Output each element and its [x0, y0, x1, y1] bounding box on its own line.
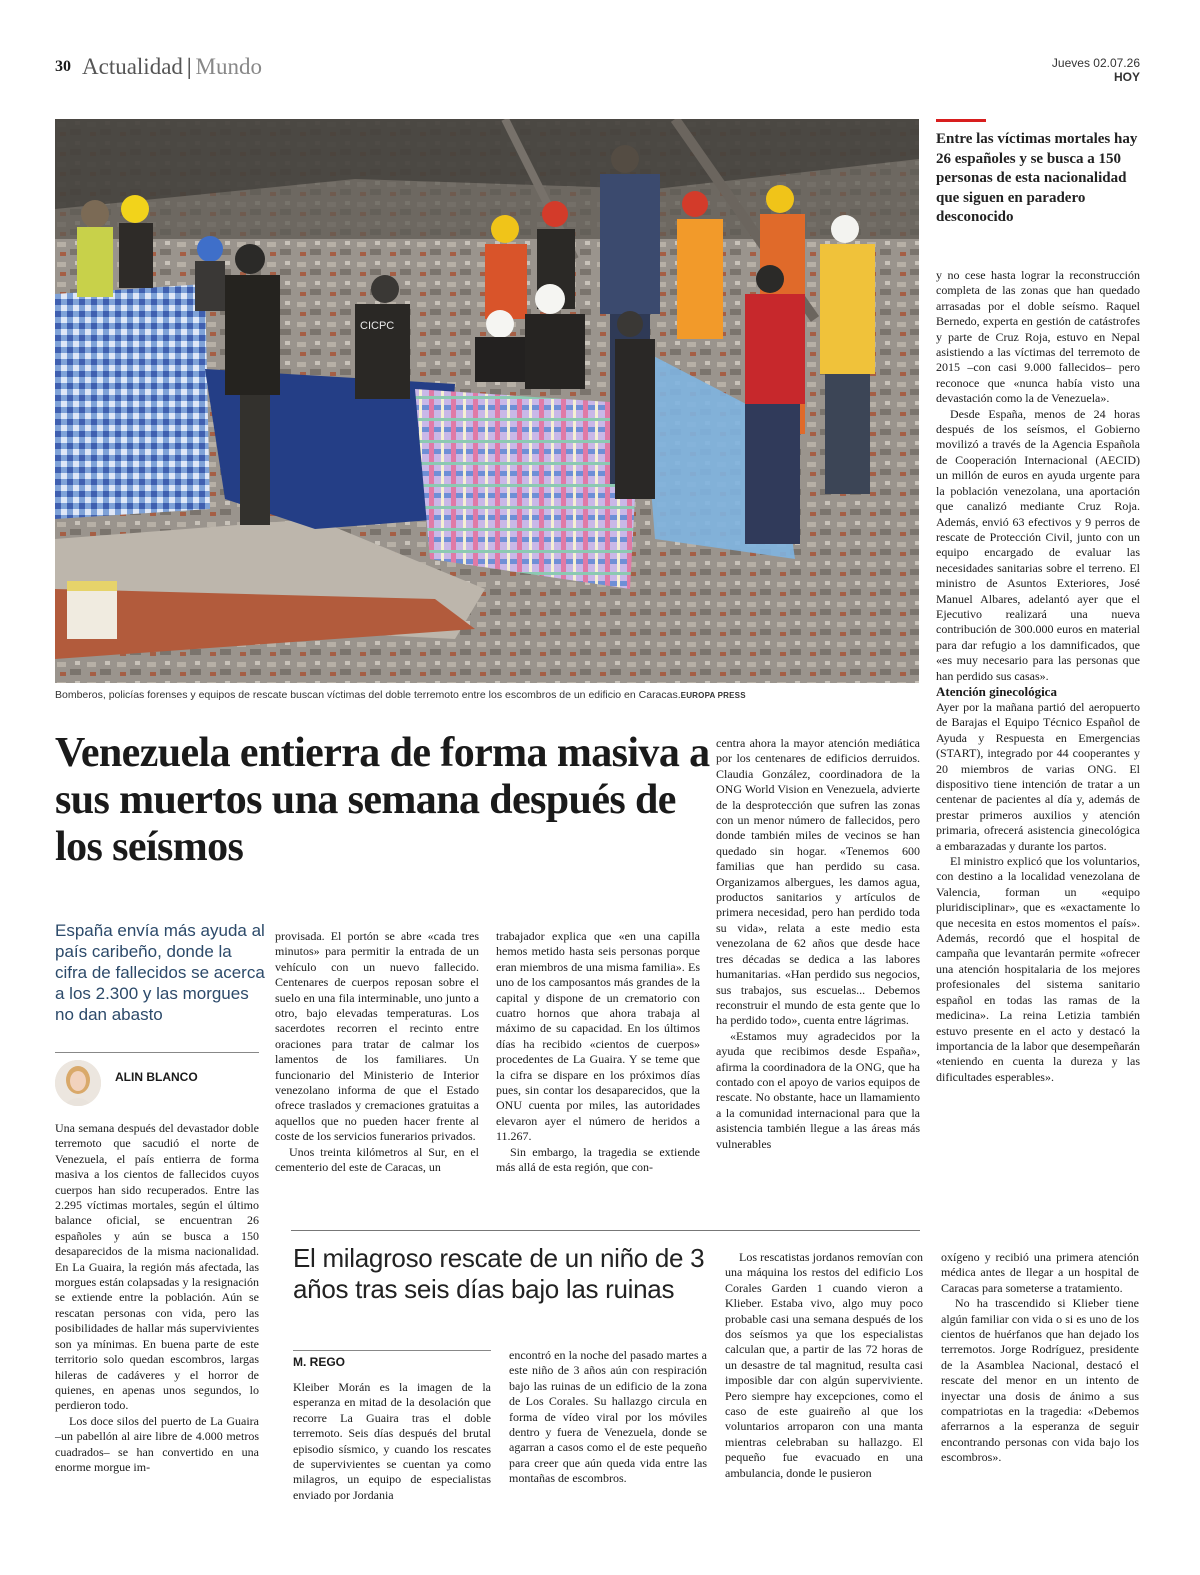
paragraph: Kleiber Morán es la imagen de la esperanza en mitad de la desolación que recorre La Guaira tras el doble terremoto. Seis días después del brutal episodio sísmico, y cuando los rescates de supervivientes se cuentan ya como milagros, un equipo de especialistas enviado por Jordania — [293, 1380, 491, 1502]
paragraph: provisada. El portón se abre «cada tres minutos» para permitir la entrada de un vehículo con un nuevo fallecido. Centenares de cuerpos reposan sobre el suelo en una fila interminable, uno junto a otro, bajo elevadas temperaturas. Los sacerdotes recorren el recinto entre oraciones para tratar de calmar los lamentos de los familiares. Un funcionario del Ministerio de Interior venezolano informa de que el Estado ofrece traslados y cremaciones gratuitas a aquellos que no pueden hacer frente al coste de los servicios funerarios privados. — [275, 929, 479, 1144]
paragraph: Sin embargo, la tragedia se extiende más allá de esta región, que con- — [496, 1144, 700, 1175]
author-name: ALIN BLANCO — [115, 1070, 198, 1084]
section-name: Actualidad — [82, 54, 183, 79]
issue-date-block — [1052, 56, 1140, 84]
paragraph: y no cese hasta lograr la reconstrucción completa de las zonas que han quedado arrasadas por el doble seísmo. Raquel Bernedo, experta en gestión de catástrofes y parte de Cruz Roja, estuvo en Nepal asistiendo a las víctimas del terremoto de 2015 –con casi 9.000 fallecidos– pero reconoce que «nunca había visto una devastación como la de Venezuela». — [936, 268, 1140, 406]
paragraph: No ha trascendido si Klieber tiene algún familiar con vida o si es uno de los cientos de huérfanos que han dejado los terremotos. Jorge Rodríguez, presidente de la Asamblea Nacional, destacó el rescate del menor en un intento de inyectar una dosis de ánimo a sus compatriotas en la tragedia: «Debemos aferrarnos a la esperanza de seguir encontrando personas con vida bajo los escombros». — [941, 1296, 1139, 1465]
author-avatar — [55, 1060, 101, 1106]
box-divider — [291, 1230, 920, 1231]
paragraph: Los doce silos del puerto de La Guaira –un pabellón al aire libre de 4.000 metros cuadrados– se han convertido en una enorme morgue im- — [55, 1413, 259, 1474]
subhead: Atención ginecológica — [936, 683, 1057, 699]
paragraph: centra ahora la mayor atención mediática por los centenares de edificios derruidos. Claudia González, coordinadora de la ONG World Vision en Venezuela, advierte de la desprotección que sufren las zonas con un menor número de fallecidos, pero donde también miles de vecinos se han quedado sin hogar. «Tenemos 600 familias que han perdido su casa. Organizamos albergues, les damos agua, productos sanitarios y artículos de primera necesidad, pero han perdido toda su vida», relata a este medio esta venezolana de 62 años que desde hace tres décadas se dedica a las labores humanitarias. «Han perdido sus negocios, sus trabajos, sus escuelas... Debemos reconstruir el mundo de esta gente que lo ha perdido todo», cuenta entre lágrimas. — [716, 736, 920, 1028]
author-portrait-icon — [55, 1060, 101, 1106]
section-label — [82, 54, 262, 80]
paragraph: Desde España, menos de 24 horas después de los seísmos, el Gobierno movilizó a través de la Agencia Española de Cooperación Internacional (AECID) un millón de euros en ayuda urgente para la población venezolana, una aportación que canalizó mediante Cruz Roja. Además, envió 63 efectivos y 9 perros de rescate de Protección Civil, junto con un equipo encargado de evaluar las necesidades sanitarias sobre el terreno. El ministro de Asuntos Exteriores, José Manuel Albares, adelantó ayer que el Ejecutivo realizará una nueva contribución de 300.000 euros en material para dar refugio a los damnificados, que «es muy necesario para las personas que han perdido sus casas». — [936, 406, 1140, 683]
rubble-scene-illustration — [55, 119, 919, 683]
vest-label: CICPC — [360, 320, 395, 332]
main-column-4 — [716, 736, 920, 1152]
box-column-4 — [941, 1250, 1139, 1466]
box-column-2 — [509, 1348, 707, 1487]
main-column-1 — [55, 1121, 259, 1475]
paragraph: El ministro explicó que los voluntarios, con destino a la localidad venezolana de Valencia, forman un «equipo pluridisciplinar», que es «exactamente lo que necesita en estos momentos el país». Además, recordó que el hospital de campaña que levantarán permite «ofrecer una atención hospitalaria de los mejores profesionales del sistema sanitario español en todas las ramas de la medicina». La reina Letizia también estuvo presente en el acto y destacó la importancia de la labor que desempeñarán «teniendo en cuenta la dureza y las dificultades esperables». — [936, 854, 1140, 1084]
rescue-photo — [55, 119, 919, 683]
caption-text: Bomberos, policías forenses y equipos de rescate buscan víctimas del doble terremoto entre los escombros de un edificio en Caracas. — [55, 689, 681, 701]
main-column-5 — [936, 268, 1140, 1085]
paragraph: oxígeno y recibió una primera atención médica antes de llegar a un hospital de Caracas para someterse a tratamiento. — [941, 1250, 1139, 1295]
accent-rule — [936, 119, 986, 122]
subsection-name: Mundo — [195, 54, 262, 79]
box-byline-divider — [293, 1350, 491, 1351]
main-column-2 — [275, 929, 479, 1176]
box-column-1 — [293, 1380, 491, 1503]
paragraph: trabajador explica que «en una capilla hemos metido hasta seis personas porque eran miembros de una misma familia». Es uno de los camposantos más grandes de la capital y dispone de un crematorio con cuatro hornos que ahora trabaja al máximo de su capacidad. En los últimos días ha recibido «cientos de cuerpos» procedentes de La Guaira. Y se teme que la cifra se dispare en los próximos días pues, sin contar los desaparecidos, que la ONU cuenta por miles, las autoridades elevaron ayer el número de heridos a 11.267. — [496, 929, 700, 1144]
main-deck: España envía más ayuda al país caribeño, donde la cifra de fallecidos se acerca a los 2.300 y las morgues no dan abasto — [55, 921, 265, 1024]
paragraph: encontró en la noche del pasado martes a este niño de 3 años aún con respiración bajo las ruinas de un edificio de la zona de Los Corales. Su hallazgo circula en forma de vídeo viral por los móviles dentro y fuera de Venezuela, donde se agarran a casos como el de este pequeño para creer que aún queda vida entre las montañas de escombros. — [509, 1348, 707, 1486]
byline-divider — [55, 1052, 259, 1053]
pull-quote: Entre las víctimas mortales hay 26 españoles y se busca a 150 personas de esta nacionalidad que siguen en paradero desconocido — [936, 131, 1138, 225]
paragraph: Los rescatistas jordanos removían con una máquina los restos del edificio Los Corales Garden 1 cuando vieron a Klieber. Estaba vivo, algo muy poco probable casi una semana después de los dos seísmos ya que los especialistas calculan que, a partir de las 72 horas de un desastre de tal magnitud, resulta casi imposible dar con algún superviviente. Pero siempre hay excepciones, como el caso de este guaireño al que los voluntarios arroparon con una manta mientras celebraban su hallazgo. El pequeño fue evacuado en una ambulancia, donde le pusieron — [725, 1250, 923, 1480]
paragraph: Unos treinta kilómetros al Sur, en el cementerio del este de Caracas, un — [275, 1144, 479, 1175]
paragraph: Ayer por la mañana partió del aeropuerto de Barajas el Equipo Técnico Español de Ayuda y Respuesta en Emergencias (START), integrado por 44 cooperantes y 20 miembros de varias ONG. El dispositivo tiene intención de tratar a un centenar de pacientes al día y, además de prestar primeros auxilios y atención primaria, ofrecerá asistencia ginecológica a embarazadas y durante los partos. — [936, 699, 1140, 853]
main-column-3 — [496, 929, 700, 1176]
paragraph: Una semana después del devastador doble terremoto que sacudió el norte de Venezuela, el país entierra de forma masiva a los cientos de fallecidos cuyos cuerpos han sido recuperados. Entre las 2.295 víctimas mortales, según el último balance oficial, se encuentran 26 españoles y aún se busca a 150 desaparecidos de la misma nacionalidad. En La Guaira, la región más afectada, las morgues están colapsadas y la resignación se extiende entre la población. Aún se rescatan personas con vida, pero las posibilidades de hallar más supervivientes son ya mínimas. En buena parte de este territorio solo quedan escombros, largas hileras de cadáveres y el horror de quienes, en apenas unos segundos, lo perdieron todo. — [55, 1121, 259, 1413]
photo-caption — [55, 689, 919, 701]
page-number: 30 — [55, 58, 71, 75]
photo-credit: EUROPA PRESS — [680, 691, 746, 700]
main-headline: Venezuela entierra de forma masiva a sus muertos una semana después de los seísmos — [55, 730, 710, 870]
newspaper-name: HOY — [1113, 70, 1140, 84]
box-headline: El milagroso rescate de un niño de 3 años tras seis días bajo las ruinas — [293, 1243, 705, 1304]
box-author-name: M. REGO — [293, 1355, 346, 1369]
box-column-3 — [725, 1250, 923, 1481]
paragraph: «Estamos muy agradecidos por la ayuda que recibimos desde España», afirma la coordinadora de la ONG, que ha contado con el apoyo de varios equipos de rescate. No obstante, hace un llamamiento a la comunidad internacional para que la asistencia también llegue a las áreas más vulnerables — [716, 1028, 920, 1151]
section-separator: | — [186, 54, 192, 79]
issue-date: Jueves 02.07.26 — [1051, 56, 1140, 70]
